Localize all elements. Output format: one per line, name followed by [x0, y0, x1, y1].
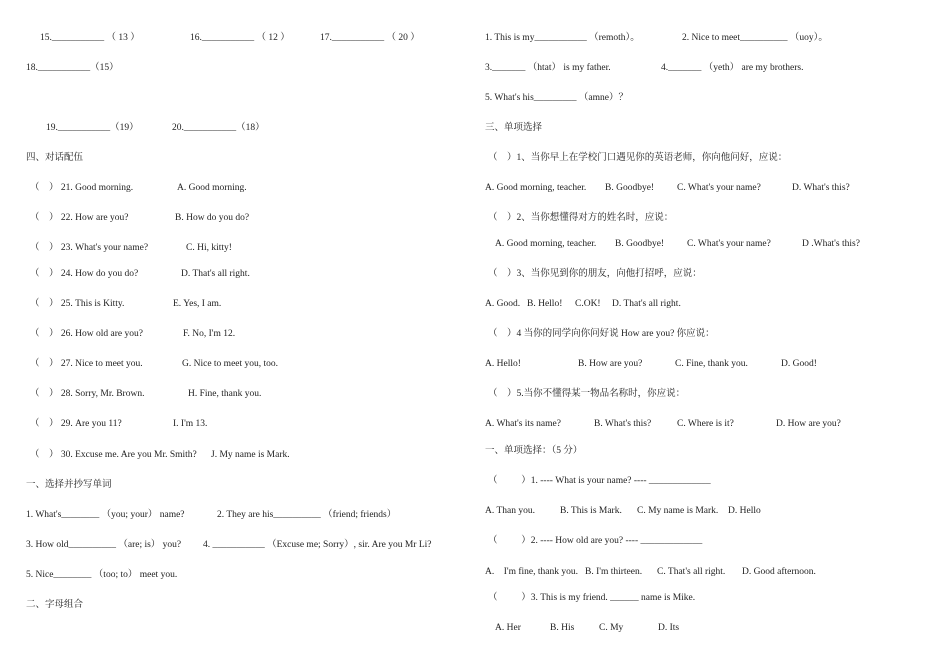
option: B. Goodbye!: [615, 239, 665, 249]
situation-question: （ ）4 当你的同学向你问好说 How are you? 你应说：: [488, 329, 715, 339]
option: C.OK!: [575, 299, 601, 309]
fill-blank-20: 20.___________（18）: [172, 123, 265, 133]
matching-answer: J. My name is Mark.: [211, 450, 290, 460]
option: B. This is Mark.: [560, 506, 622, 516]
fill-blank-16: 16.___________ （ 12 ）: [190, 33, 290, 43]
section-title-letter-combination: 二、字母组合: [26, 600, 84, 610]
fill-blank-15: 15.___________ （ 13 ）: [40, 33, 140, 43]
option: B. Hello!: [527, 299, 563, 309]
matching-answer: C. Hi, kitty!: [186, 243, 232, 253]
section-title-single-choice-5: 一、单项选择：（5 分）: [485, 446, 583, 456]
matching-answer: H. Fine, thank you.: [188, 389, 262, 399]
option: D. How are you?: [776, 419, 841, 429]
choose-word-item: 4. ___________ （Excuse me; Sorry）, sir. Are you Mr Li?: [203, 540, 432, 550]
matching-question: （ ） 21. Good morning.: [30, 183, 134, 193]
section-title-choose-copy: 一、选择并抄写单词: [26, 480, 112, 490]
option: A. Hello!: [485, 359, 521, 369]
option: B. Goodbye!: [605, 183, 655, 193]
choose-word-item: 3. How old__________ （are; is） you?: [26, 540, 182, 550]
matching-answer: D. That's all right.: [181, 269, 250, 279]
letter-item: 5. What's his_________ （amne）？: [485, 93, 628, 103]
option: B. What's this?: [594, 419, 652, 429]
option: A. Good morning, teacher.: [485, 183, 587, 193]
option: B. How are you?: [578, 359, 643, 369]
option: C. My name is Mark.: [637, 506, 719, 516]
matching-answer: A. Good morning.: [177, 183, 247, 193]
option: A. Good.: [485, 299, 521, 309]
option: D .What's this?: [802, 239, 860, 249]
choose-word-item: 5. Nice________ （too; to） meet you.: [26, 570, 178, 580]
matching-question: （ ） 28. Sorry, Mr. Brown.: [30, 389, 145, 399]
option: A. I'm fine, thank you.: [485, 567, 579, 577]
option: D. Hello: [728, 506, 761, 516]
option: C. Where is it?: [677, 419, 734, 429]
option: A. Than you.: [485, 506, 535, 516]
option: B. His: [550, 623, 575, 633]
option: D. Good!: [781, 359, 817, 369]
section-title-dialogue-matching: 四、对话配伍: [26, 153, 84, 163]
option: C. That's all right.: [657, 567, 726, 577]
letter-item: 1. This is my___________ （remoth）。: [485, 33, 640, 43]
fill-blank-18: 18.___________（15）: [26, 63, 119, 73]
matching-question: （ ） 22. How are you?: [30, 213, 129, 223]
situation-question: （ ）3、当你见到你的朋友，向他打招呼，应说：: [488, 269, 702, 279]
matching-answer: I. I'm 13.: [173, 419, 208, 429]
letter-item: 2. Nice to meet__________ （uoy）。: [682, 33, 828, 43]
matching-answer: E. Yes, I am.: [173, 299, 222, 309]
matching-question: （ ） 30. Excuse me. Are you Mr. Smith?: [30, 450, 197, 460]
letter-item: 3._______ （htat） is my father.: [485, 63, 611, 73]
choose-word-item: 1. What's________ （you; your） name?: [26, 510, 185, 520]
situation-question: （ ）5.当你不懂得某一物品名称时，你应说：: [488, 389, 686, 399]
option: B. I'm thirteen.: [585, 567, 643, 577]
option: A. Her: [495, 623, 521, 633]
section-title-single-choice: 三、单项选择: [485, 123, 543, 133]
letter-item: 4._______ （yeth） are my brothers.: [661, 63, 804, 73]
option: C. My: [599, 623, 624, 633]
option: C. What's your name?: [687, 239, 771, 249]
option: D. Its: [658, 623, 680, 633]
situation-question: （ ）1、当你早上在学校门口遇见你的英语老师，你向他问好，应说：: [488, 153, 788, 163]
fill-blank-19: 19.___________（19）: [46, 123, 139, 133]
option: C. What's your name?: [677, 183, 761, 193]
option: A. What's its name?: [485, 419, 561, 429]
option: D. That's all right.: [612, 299, 681, 309]
matching-question: （ ） 29. Are you 11?: [30, 419, 122, 429]
mc-question: （ ）3. This is my friend. ______ name is Mike.: [488, 593, 696, 603]
matching-answer: B. How do you do?: [175, 213, 250, 223]
matching-question: （ ） 25. This is Kitty.: [30, 299, 125, 309]
fill-blank-17: 17.___________ （ 20 ）: [320, 33, 420, 43]
matching-question: （ ） 27. Nice to meet you.: [30, 359, 143, 369]
matching-question: （ ） 26. How old are you?: [30, 329, 143, 339]
situation-question: （ ）2、当你想懂得对方的姓名时，应说：: [488, 213, 674, 223]
mc-question: （ ）2. ---- How old are you? ---- _____________: [488, 536, 703, 546]
matching-question: （ ） 24. How do you do?: [30, 269, 139, 279]
option: D. Good afternoon.: [742, 567, 816, 577]
option: C. Fine, thank you.: [675, 359, 748, 369]
matching-answer: G. Nice to meet you, too.: [182, 359, 279, 369]
mc-question: （ ）1. ---- What is your name? ---- _____________: [488, 476, 711, 486]
option: D. What's this?: [792, 183, 850, 193]
matching-question: （ ） 23. What's your name?: [30, 243, 149, 253]
matching-answer: F. No, I'm 12.: [183, 329, 236, 339]
choose-word-item: 2. They are his__________ （friend; friends）: [217, 510, 397, 520]
option: A. Good morning, teacher.: [495, 239, 597, 249]
